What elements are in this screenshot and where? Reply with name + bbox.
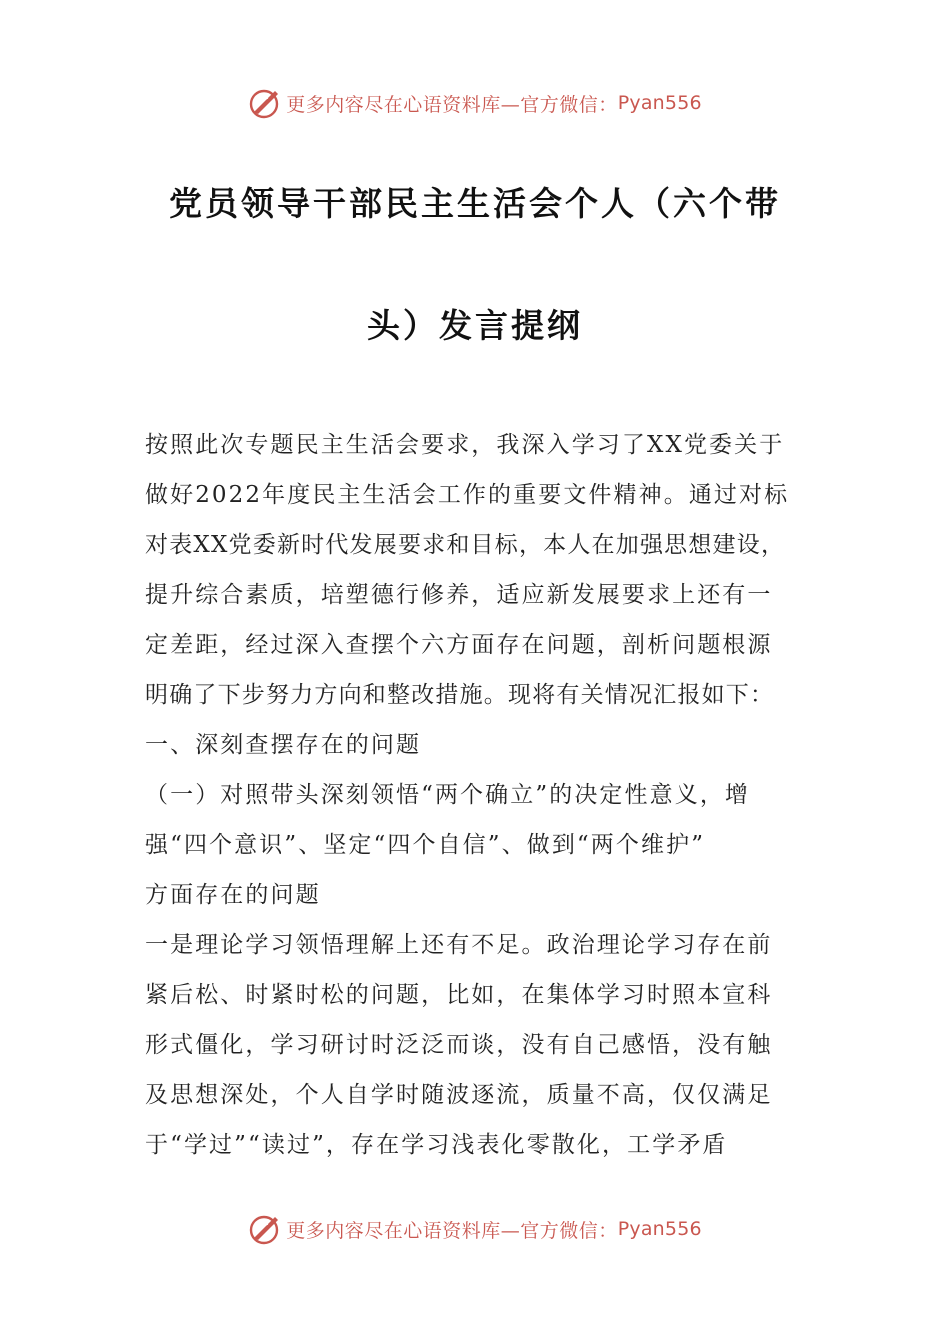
subsection-heading: （一）对照带头深刻领悟“两个确立”的决定性意义，增 bbox=[145, 782, 751, 808]
body-line: 定差距，经过深入查摆个六方面存在问题，剖析问题根源 bbox=[145, 632, 773, 658]
document-title-line-1: 党员领导干部民主生活会个人（六个带 bbox=[169, 184, 781, 223]
body-line: 对表XX党委新时代发展要求和目标，本人在加强思想建设， bbox=[145, 532, 786, 558]
watermark-wechat-id: Pyan556 bbox=[617, 92, 702, 114]
body-line: 明确了下步努力方向和整改措施。现将有关情况汇报如下： bbox=[145, 682, 775, 708]
watermark-wechat-id: Pyan556 bbox=[617, 1218, 702, 1240]
body-line: 按照此次专题民主生活会要求，我深入学习了XX党委关于 bbox=[145, 432, 785, 458]
body-line: 及思想深处，个人自学时随波逐流，质量不高，仅仅满足 bbox=[145, 1082, 773, 1108]
subsection-heading: 强“四个意识”、坚定“四个自信”、做到“两个维护” bbox=[145, 832, 706, 858]
quill-logo-icon bbox=[248, 86, 282, 120]
body-line: 形式僵化，学习研讨时泛泛而谈，没有自己感悟，没有触 bbox=[145, 1032, 773, 1058]
quill-logo-icon bbox=[248, 1212, 282, 1246]
body-line: 于“学过”“读过”，存在学习浅表化零散化，工学矛盾 bbox=[145, 1132, 728, 1158]
subsection-heading: 方面存在的问题 bbox=[145, 882, 321, 908]
watermark-text: 更多内容尽在心语资料库—官方微信： bbox=[286, 93, 618, 116]
watermark-header bbox=[0, 83, 950, 123]
section-heading: 一、深刻查摆存在的问题 bbox=[145, 732, 422, 758]
body-line: 一是理论学习领悟理解上还有不足。政治理论学习存在前 bbox=[145, 932, 773, 958]
document-title-line-2: 头）发言提纲 bbox=[367, 306, 583, 345]
document-body bbox=[145, 420, 825, 1170]
watermark-footer bbox=[0, 1209, 950, 1249]
body-line: 紧后松、时紧时松的问题，比如，在集体学习时照本宣科 bbox=[145, 982, 773, 1008]
body-line: 提升综合素质，培塑德行修养，适应新发展要求上还有一 bbox=[145, 582, 773, 608]
body-line: 做好2022年度民主生活会工作的重要文件精神。通过对标 bbox=[145, 482, 790, 508]
watermark-text: 更多内容尽在心语资料库—官方微信： bbox=[286, 1219, 618, 1242]
